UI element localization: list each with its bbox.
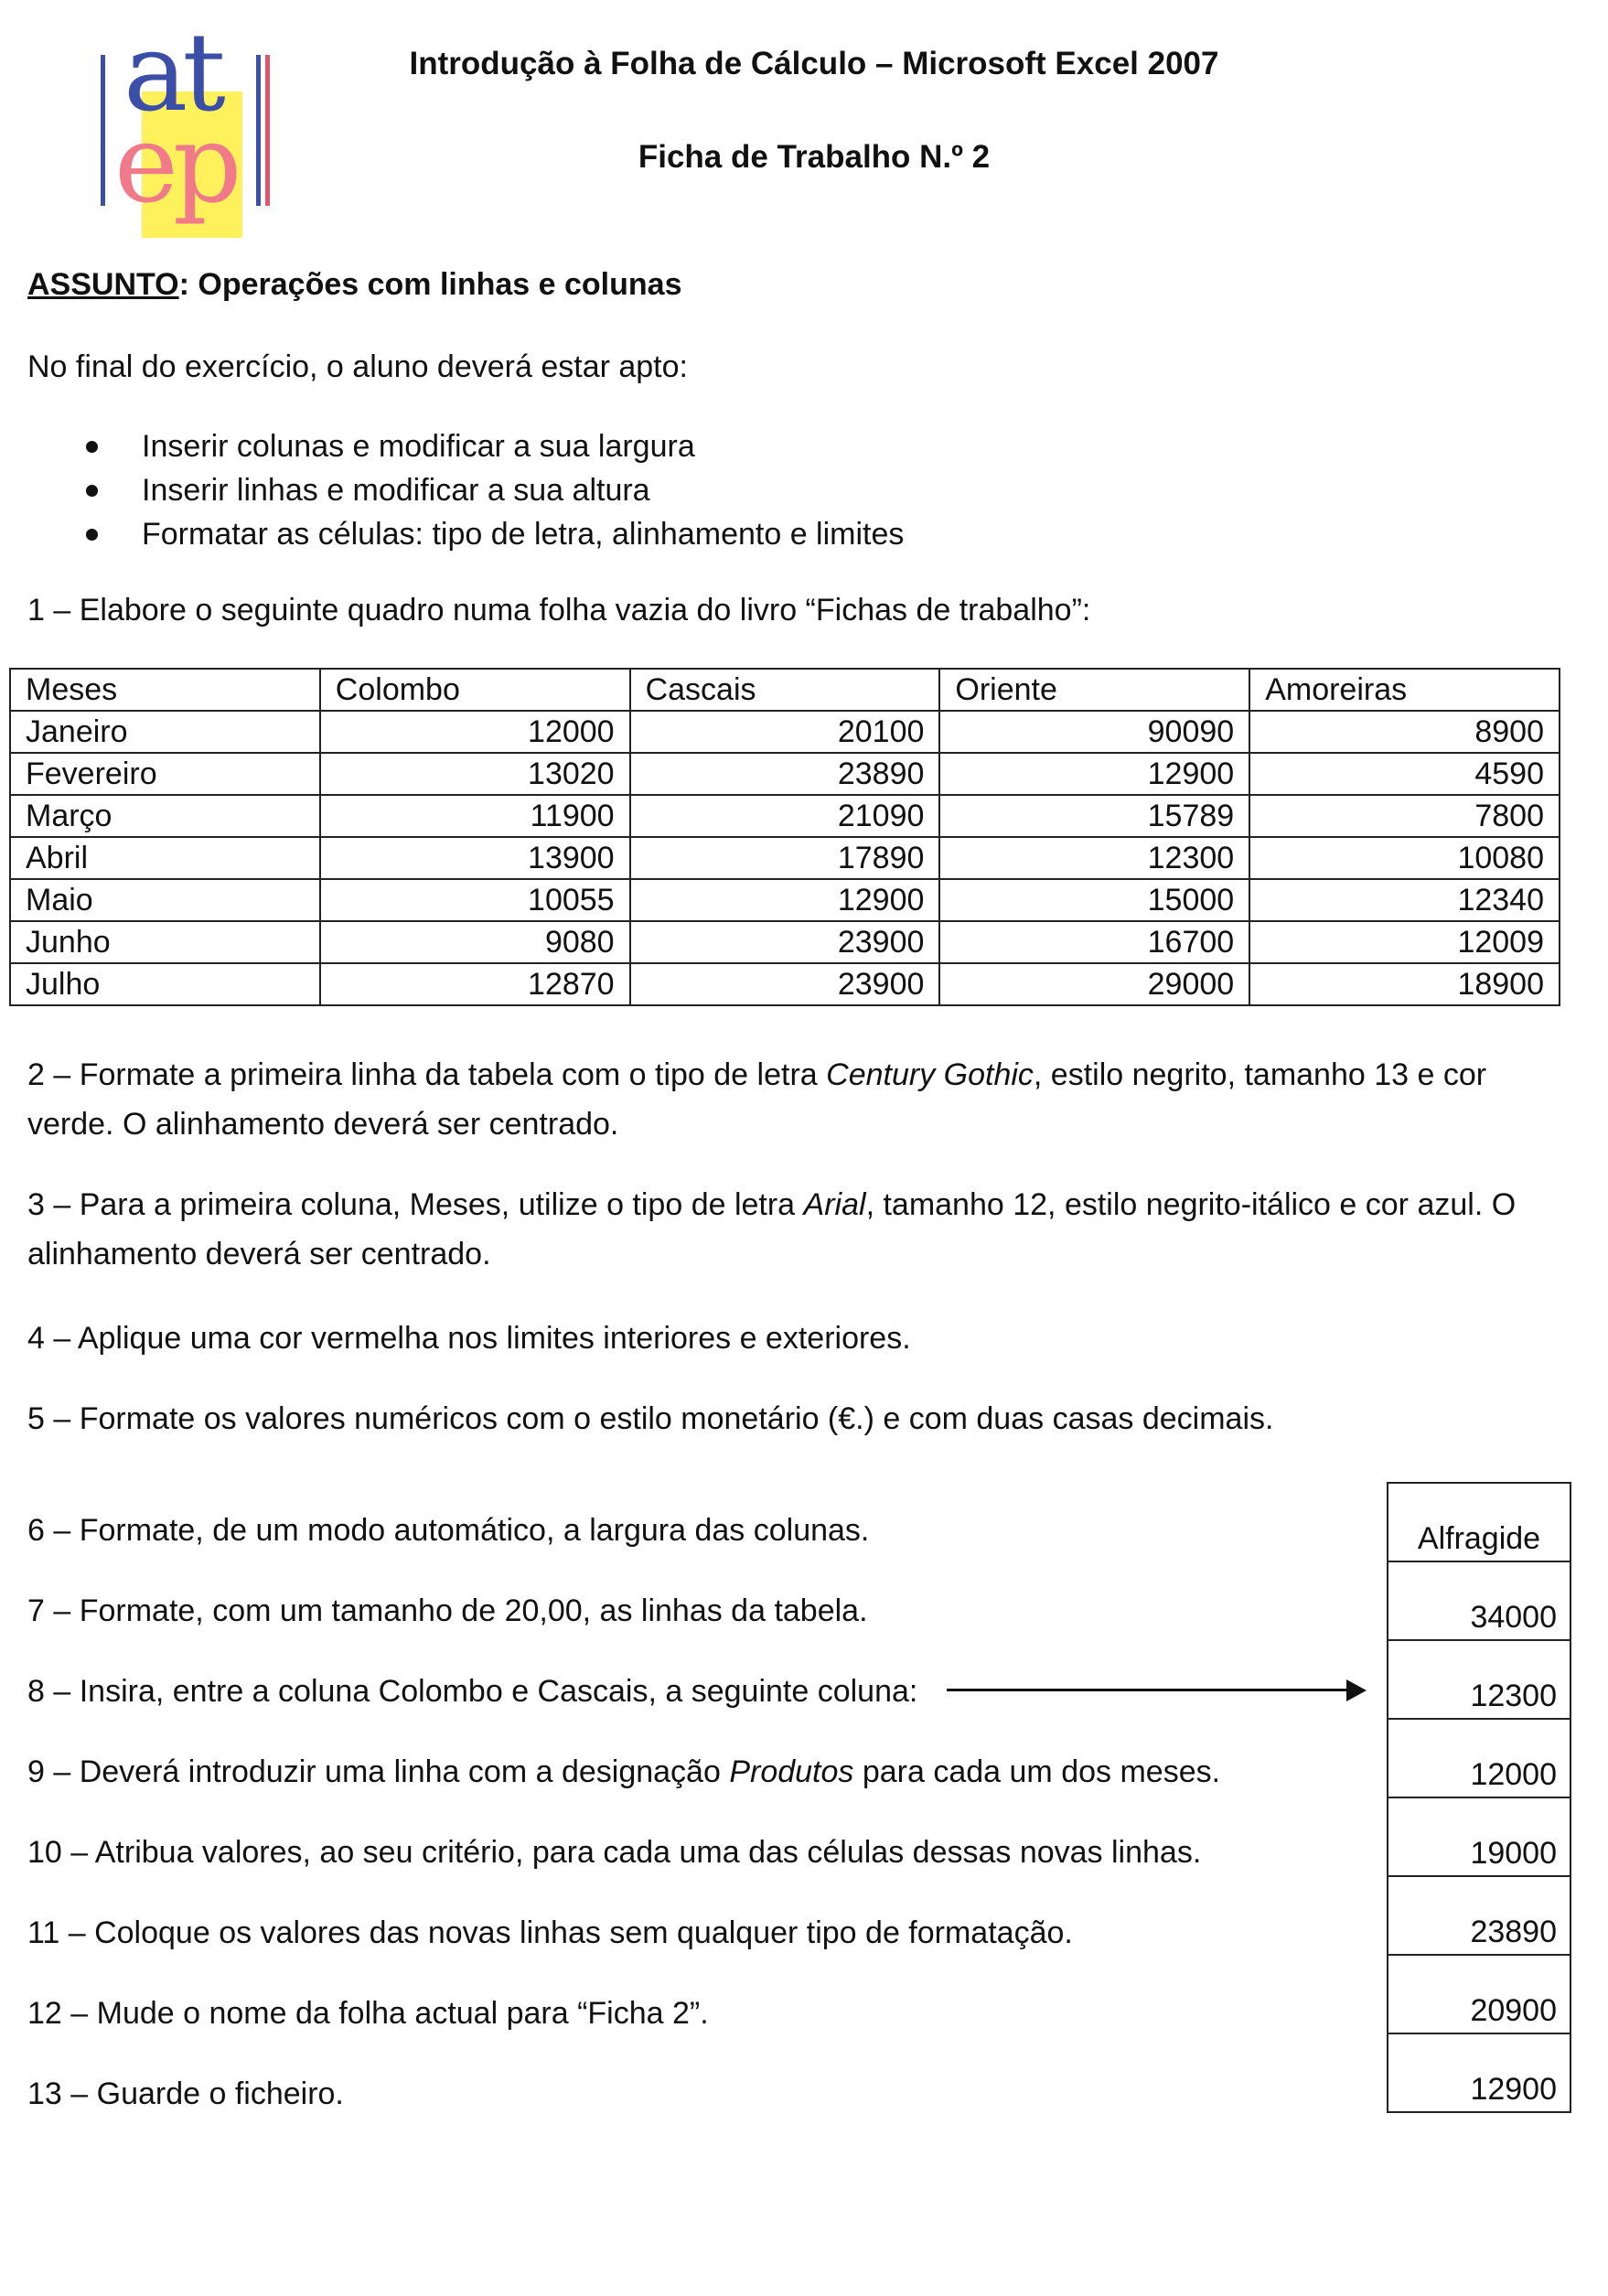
table-row [10, 711, 1560, 753]
header-cell-amoreiras: Amoreiras [1249, 669, 1560, 711]
month-cell: Fevereiro [10, 753, 320, 795]
step-9 [27, 1747, 1345, 1797]
alfragide-value-cell: 20900 [1388, 1955, 1570, 2033]
document-title: Introdução à Folha de Cálculo – Microsoft Excel 2007 [409, 46, 1219, 81]
value-cell: 23900 [630, 921, 940, 963]
step-2-text-after: , estilo negrito, tamanho 13 e cor verde. O alinhamento deverá ser centrado. [27, 1057, 1487, 1142]
header-cell-meses: Meses [10, 669, 320, 711]
header-cell-oriente: Oriente [939, 669, 1249, 711]
step-6: 6 – Formate, de um modo automático, a largura das colunas. [27, 1513, 870, 1548]
step-8: 8 – Insira, entre a coluna Colombo e Cascais, a seguinte coluna: [27, 1674, 918, 1709]
step-13: 13 – Guarde o ficheiro. [27, 2076, 344, 2111]
month-cell: Janeiro [10, 711, 320, 753]
step-2-text-before: 2 – Formate a primeira linha da tabela com o tipo de letra [27, 1057, 827, 1092]
objective-item: Inserir colunas e modificar a sua largura [27, 424, 904, 468]
subject-line [27, 260, 682, 309]
step-3-text-after: , tamanho 12, estilo negrito-itálico e cor azul. O alinhamento deverá ser centrado. [27, 1187, 1517, 1271]
step-9-text-before: 9 – Deverá introduzir uma linha com a designação [27, 1754, 730, 1789]
value-cell: 7800 [1249, 795, 1560, 837]
step-9-word: Produtos [729, 1754, 854, 1789]
step-4: 4 – Aplique uma cor vermelha nos limites interiores e exteriores. [27, 1321, 911, 1356]
value-cell: 12900 [630, 879, 940, 921]
header-cell-cascais: Cascais [630, 669, 940, 711]
value-cell: 90090 [939, 711, 1249, 753]
alfragide-value-cell: 19000 [1388, 1797, 1570, 1876]
value-cell: 29000 [939, 963, 1249, 1005]
alfragide-value-cell: 12900 [1388, 2033, 1570, 2112]
value-cell: 16700 [939, 921, 1249, 963]
month-cell: Junho [10, 921, 320, 963]
step-3-font-name: Arial [803, 1187, 866, 1222]
step-2 [27, 1050, 1564, 1149]
step-9-text-after: para cada um dos meses. [853, 1754, 1221, 1789]
month-cell: Abril [10, 837, 320, 879]
value-cell: 18900 [1249, 963, 1560, 1005]
table-row [10, 921, 1560, 963]
value-cell: 12870 [320, 963, 630, 1005]
value-cell: 23890 [630, 753, 940, 795]
table-row [10, 795, 1560, 837]
month-cell: Julho [10, 963, 320, 1005]
value-cell: 12000 [320, 711, 630, 753]
step-11: 11 – Coloque os valores das novas linhas sem qualquer tipo de formatação. [27, 1915, 1073, 1950]
value-cell: 13020 [320, 753, 630, 795]
value-cell: 15000 [939, 879, 1249, 921]
subject-text: : Operações com linhas e colunas [178, 267, 682, 302]
step-5: 5 – Formate os valores numéricos com o estilo monetário (€.) e com duas casas decimais. [27, 1401, 1274, 1436]
header-cell-colombo: Colombo [320, 669, 630, 711]
logo-text-top: at [123, 9, 220, 135]
value-cell: 12009 [1249, 921, 1560, 963]
document-subtitle: Ficha de Trabalho N.º 2 [638, 139, 991, 175]
objective-item: Inserir linhas e modificar a sua altura [27, 468, 904, 512]
sales-table [9, 668, 1560, 1006]
value-cell: 20100 [630, 711, 940, 753]
alfragide-column-table [1387, 1482, 1571, 2113]
step-10: 10 – Atribua valores, ao seu critério, para cada uma das células dessas novas linhas. [27, 1835, 1202, 1870]
step-7: 7 – Formate, com um tamanho de 20,00, as linhas da tabela. [27, 1593, 868, 1628]
alfragide-value-cell: 34000 [1388, 1561, 1570, 1640]
table-row [10, 753, 1560, 795]
step-2-font-name: Century Gothic [826, 1057, 1034, 1092]
logo-text-bottom: ep [114, 101, 237, 227]
arrow-right-icon [1346, 1679, 1367, 1701]
value-cell: 13900 [320, 837, 630, 879]
step-12: 12 – Mude o nome da folha actual para “Ficha 2”. [27, 1996, 709, 2031]
value-cell: 12300 [939, 837, 1249, 879]
month-cell: Março [10, 795, 320, 837]
value-cell: 10080 [1249, 837, 1560, 879]
table-row [10, 879, 1560, 921]
value-cell: 17890 [630, 837, 940, 879]
value-cell: 12340 [1249, 879, 1560, 921]
value-cell: 4590 [1249, 753, 1560, 795]
value-cell: 21090 [630, 795, 940, 837]
value-cell: 8900 [1249, 711, 1560, 753]
value-cell: 23900 [630, 963, 940, 1005]
objective-item: Formatar as células: tipo de letra, alinhamento e limites [27, 512, 904, 556]
alfragide-header-cell: Alfragide [1388, 1483, 1570, 1561]
alfragide-value-cell: 12300 [1388, 1640, 1570, 1719]
alfragide-value-cell: 23890 [1388, 1876, 1570, 1955]
alfragide-value-cell: 12000 [1388, 1719, 1570, 1797]
intro-text: No final do exercício, o aluno deverá estar apto: [27, 349, 688, 384]
objectives-list [27, 424, 904, 556]
step-3 [27, 1180, 1564, 1279]
value-cell: 15789 [939, 795, 1249, 837]
arrow-line [947, 1689, 1363, 1691]
step-3-text-before: 3 – Para a primeira coluna, Meses, utilize o tipo de letra [27, 1187, 804, 1222]
table-header-row [10, 669, 1560, 711]
table-row [10, 963, 1560, 1005]
subject-label: ASSUNTO [27, 267, 179, 302]
value-cell: 9080 [320, 921, 630, 963]
step-1: 1 – Elabore o seguinte quadro numa folha vazia do livro “Fichas de trabalho”: [27, 593, 1091, 628]
value-cell: 11900 [320, 795, 630, 837]
month-cell: Maio [10, 879, 320, 921]
value-cell: 12900 [939, 753, 1249, 795]
value-cell: 10055 [320, 879, 630, 921]
table-row [10, 837, 1560, 879]
